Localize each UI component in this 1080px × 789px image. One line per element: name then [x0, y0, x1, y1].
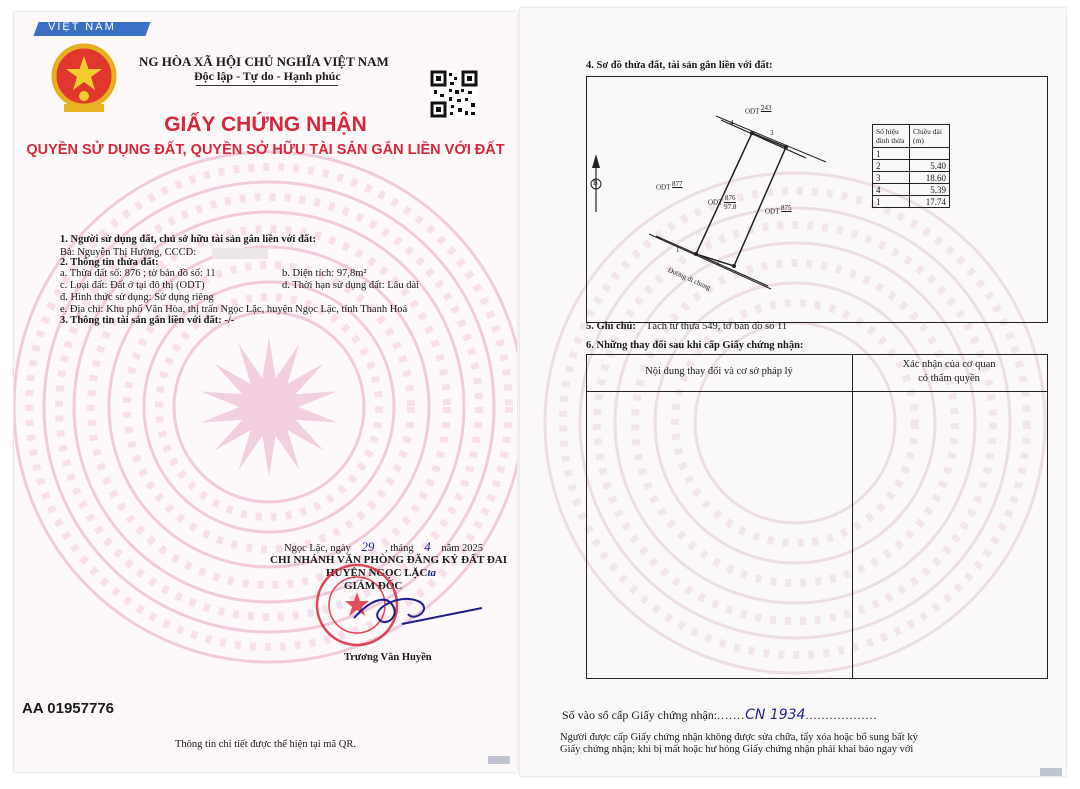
director-signature — [342, 588, 492, 636]
label-parcel-prefix: ODT — [708, 198, 723, 207]
owner-line: Bà: Nguyễn Thị Hường, CCCD: — [60, 247, 197, 258]
section-2-heading: 2. Thông tin thửa đất: — [60, 257, 159, 268]
land-term: d. Thời hạn sử dụng đất: Lâu dài — [282, 280, 420, 291]
section-6-heading: 6. Những thay đổi sau khi cấp Giấy chứng nhận: — [586, 340, 804, 351]
warning-note-2: Giấy chứng nhận; khi bị mất hoặc hư hỏng Giấy chứng nhận phải khai báo ngay với — [560, 744, 914, 755]
parcel-sketch — [586, 76, 1046, 321]
label-odt-877-top: ODT — [656, 183, 671, 192]
changes-table-divider-v — [852, 354, 853, 678]
national-emblem-icon — [50, 42, 118, 114]
label-parcel-876 — [708, 194, 736, 211]
use-form: đ. Hình thức sử dụng: Sử dụng riêng — [60, 292, 214, 303]
parcel-number: a. Thửa đất số: 876 ; tờ bản đồ số: 11 — [60, 268, 216, 279]
label-odt-875 — [765, 204, 792, 215]
date-day: 29 — [361, 539, 375, 554]
edge-table-header-length: Chiều dài (m) — [910, 125, 950, 148]
date-prefix: Ngọc Lặc, ngày — [284, 543, 351, 554]
scanner-mark — [488, 756, 510, 764]
date-month: 4 — [424, 539, 431, 554]
registry-label: Số vào sổ cấp Giấy chứng nhận: — [562, 708, 718, 722]
edge-table-header-vertex: Số hiệu đỉnh thửa — [873, 125, 910, 148]
label-parcel-area: 97.8 — [724, 203, 737, 211]
certificate-subtitle: QUYỀN SỬ DỤNG ĐẤT, QUYỀN SỞ HỮU TÀI SẢN GẮN LIỀN VỚI ĐẤT — [26, 142, 505, 158]
certificate-front-page — [14, 12, 517, 772]
owner-id-redaction — [212, 248, 268, 259]
vertex-1: 1 — [676, 246, 680, 254]
edge-vertex: 2 — [873, 160, 910, 172]
changes-table-divider-h — [586, 391, 1047, 392]
qr-code-icon[interactable] — [430, 70, 478, 118]
edge-vertex: 3 — [873, 172, 910, 184]
district-handwritten-mark: ta — [427, 567, 437, 579]
warning-note-1: Người được cấp Giấy chứng nhận không được sửa chữa, tẩy xóa hoặc bổ sung bất kỳ — [560, 732, 918, 743]
changes-col-content-header: Nội dung thay đổi và cơ sở pháp lý — [645, 366, 793, 377]
registry-value: CN 1934 — [745, 707, 806, 723]
edge-vertex: 4 — [873, 184, 910, 196]
national-motto: Độc lập - Tự do - Hạnh phúc — [194, 69, 341, 83]
label-odt-243-top: ODT — [745, 107, 760, 116]
corner-banner-text: VIỆT NAM — [48, 21, 116, 33]
certificate-back-page — [520, 8, 1066, 776]
label-odt-877-num: 877 — [672, 180, 683, 188]
label-parcel-number: 876 — [725, 194, 736, 202]
table-row — [873, 148, 950, 160]
edge-length — [910, 148, 950, 160]
label-odt-877 — [656, 180, 683, 191]
section-3-heading: 3. Thông tin tài sản gắn liền với đất: -/- — [60, 315, 235, 326]
issuing-office: CHI NHÁNH VĂN PHÒNG ĐĂNG KÝ ĐẤT ĐAI — [270, 554, 508, 566]
vertex-4: 4 — [730, 119, 734, 127]
date-suffix: năm 2025 — [441, 543, 484, 554]
label-odt-875-top: ODT — [765, 207, 780, 216]
scanner-mark — [1040, 768, 1062, 776]
changes-col-approval-header-1: Xác nhận của cơ quan — [902, 359, 996, 370]
label-odt-243 — [745, 104, 772, 115]
signer-name: Trương Văn Huyền — [344, 652, 432, 663]
table-row — [873, 196, 950, 208]
edge-length: 18.60 — [910, 172, 950, 184]
edge-vertex: 1 — [873, 148, 910, 160]
issue-date-line — [284, 539, 483, 555]
certificate-title: GIẤY CHỨNG NHẬN — [164, 113, 367, 136]
edge-length: 5.40 — [910, 160, 950, 172]
qr-note: Thông tin chi tiết được thể hiện tại mã QR. — [175, 739, 356, 750]
edge-length-table — [872, 124, 950, 208]
table-row — [873, 184, 950, 196]
land-type: c. Loại đất: Đất ở tại đô thị (ODT) — [60, 280, 205, 291]
district-name: HUYỆN NGỌC LẶC — [326, 567, 428, 579]
parcel-address: e. Địa chỉ: Khu phố Văn Hòa, thị trấn Ngọc Lặc, huyện Ngọc Lặc, tỉnh Thanh Hoá — [60, 304, 408, 315]
road-label: Đường đi chung — [666, 266, 712, 292]
label-odt-243-num: 243 — [761, 104, 772, 112]
section-4-heading: 4. Sơ đồ thửa đất, tài sản gắn liền với đất: — [586, 60, 773, 71]
section-5-note: Tách từ thửa 549, tờ bản đồ số 11 — [646, 321, 788, 332]
vertex-2: 2 — [716, 259, 720, 267]
vertex-3: 3 — [770, 129, 774, 137]
date-mid: , tháng — [385, 543, 414, 554]
table-row — [873, 160, 950, 172]
north-label: B — [593, 179, 598, 187]
table-row — [873, 172, 950, 184]
registry-number-line: Số vào sổ cấp Giấy chứng nhận:.......CN 1934.................. — [562, 707, 878, 723]
country-name: NG HÒA XÃ HỘI CHỦ NGHĨA VIỆT NAM — [139, 54, 389, 69]
changes-table-frame — [586, 354, 1048, 679]
parcel-area: b. Diện tích: 97,8m² — [282, 268, 367, 279]
label-odt-875-num: 875 — [781, 204, 792, 212]
edge-length: 5.39 — [910, 184, 950, 196]
edge-length: 17.74 — [910, 196, 950, 208]
motto-underline — [196, 85, 338, 86]
section-1-heading: 1. Người sử dụng đất, chủ sở hữu tài sản gắn liền với đất: — [60, 234, 317, 245]
serial-number: AA 01957776 — [22, 700, 115, 717]
edge-vertex: 1 — [873, 196, 910, 208]
changes-col-approval-header-2: có thẩm quyền — [918, 373, 980, 384]
director-title: GIÁM ĐỐC — [344, 580, 403, 592]
section-5-label: 5. Ghi chú: — [586, 321, 636, 332]
